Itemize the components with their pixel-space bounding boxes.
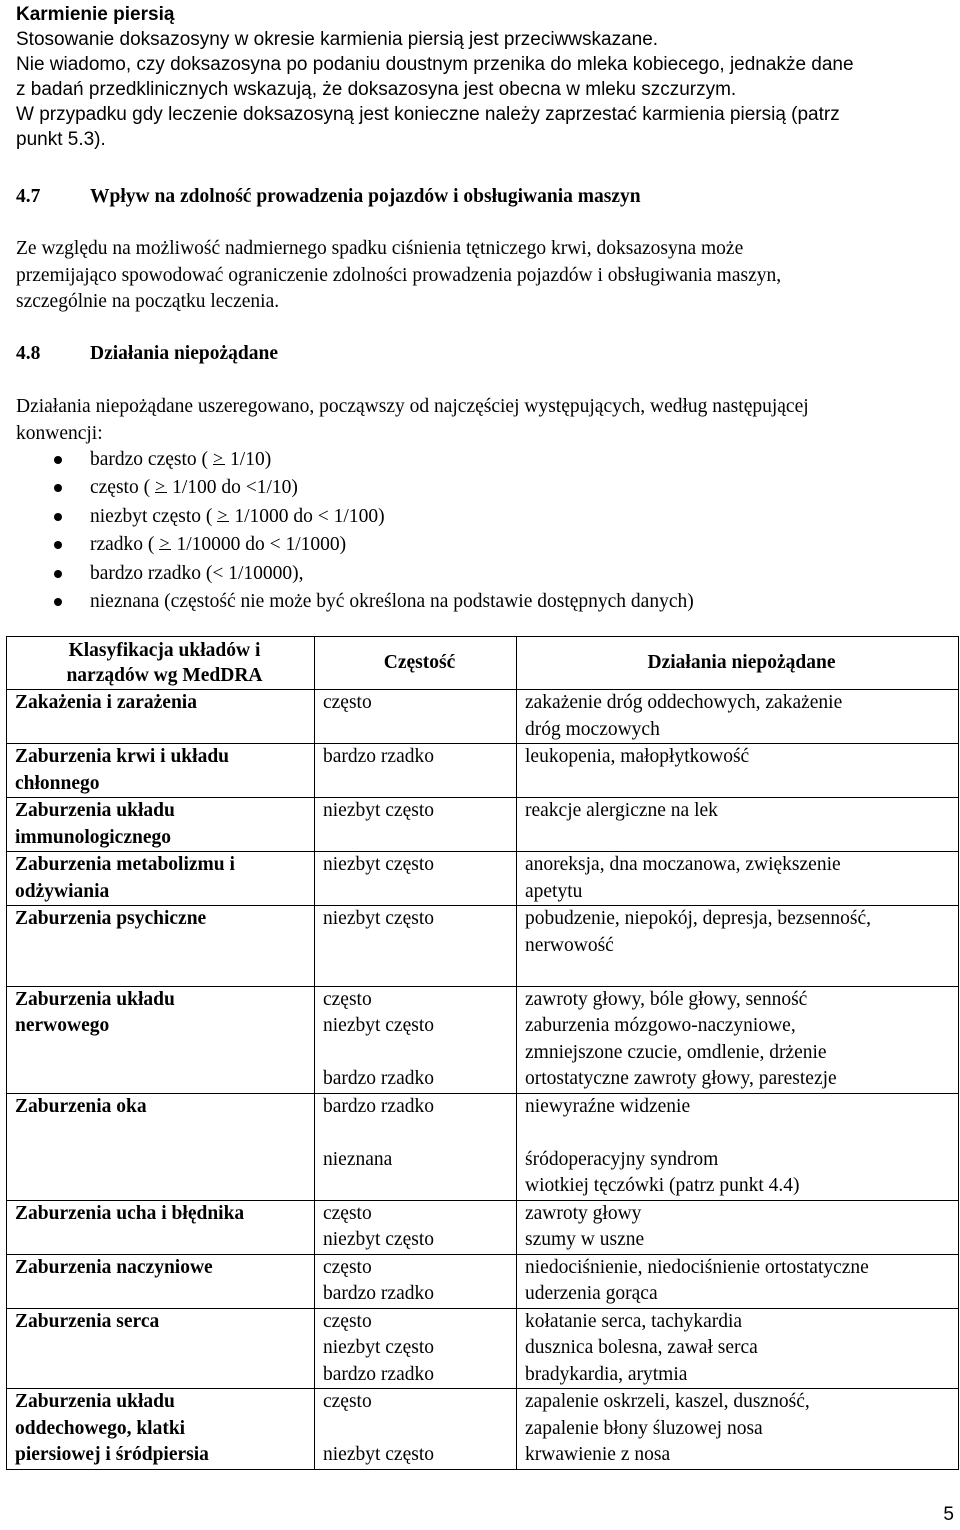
cell-line: bardzo rzadko [323, 1283, 434, 1304]
paragraph-line: Nie wiadomo, czy doksazosyna po podaniu doustnym przenika do mleka kobiecego, jednakże dane [16, 54, 854, 75]
cell-line [15, 1147, 314, 1174]
system-class-cell [7, 906, 315, 987]
table-row [7, 1254, 959, 1308]
paragraph-line: konwencji: [16, 422, 103, 444]
frequency-cell [315, 852, 517, 906]
adverse-effects-cell [517, 852, 959, 906]
adverse-effects-cell [517, 744, 959, 798]
table-header-row [7, 637, 959, 690]
cell-line: bardzo rzadko [323, 1095, 434, 1117]
section-4-7-heading [16, 184, 641, 211]
cell-line: bardzo rzadko [323, 1068, 434, 1089]
cell-line: piersiowej i śródpiersia [15, 1444, 209, 1465]
cell-line: anoreksja, dna moczanowa, zwiększenie [525, 854, 841, 875]
cell-line: bardzo rzadko [323, 746, 434, 767]
system-class-cell [7, 1308, 315, 1389]
frequency-cell [315, 1200, 517, 1254]
cell-line: zapalenie oskrzeli, kaszel, duszność, [525, 1391, 810, 1412]
cell-line: niezbyt często [323, 800, 434, 821]
cell-line: kołatanie serca, tachykardia [525, 1310, 743, 1332]
cell-line: Zaburzenia układu [15, 1391, 175, 1412]
cell-line: często [323, 1391, 372, 1412]
cell-line: bardzo rzadko [323, 1363, 434, 1385]
section-title: Wpływ na zdolność prowadzenia pojazdów i obsługiwania maszyn [90, 186, 641, 207]
system-class-cell [7, 690, 315, 744]
cell-line: niezbyt często [323, 854, 434, 875]
greater-equal-icon [153, 474, 169, 502]
header-system-class: Klasyfikacja układów i narządów wg MedDRA [7, 637, 315, 690]
cell-line: Zaburzenia krwi i układu [15, 746, 230, 767]
cell-line: Zaburzenia serca [15, 1310, 160, 1332]
cell-line: oddechowego, klatki [15, 1417, 186, 1439]
frequency-cell [315, 1093, 517, 1200]
cell-line: uderzenia gorąca [525, 1283, 658, 1304]
cell-line: immunologicznego [15, 826, 171, 848]
cell-line: apetytu [525, 880, 583, 902]
cell-line: chłonnego [15, 772, 100, 794]
cell-line: nerwowość [525, 934, 614, 956]
cell-line: szumy w uszne [525, 1229, 645, 1250]
cell-line: wiotkiej tęczówki (patrz punkt 4.4) [525, 1175, 800, 1196]
cell-line: Zaburzenia układu [15, 800, 175, 821]
frequency-cell [315, 1254, 517, 1308]
cell-line: Zaburzenia oka [15, 1095, 147, 1117]
table-row [7, 744, 959, 798]
bullet-icon [54, 484, 62, 492]
bullet-icon [54, 456, 62, 464]
cell-line: niezbyt często [323, 1229, 434, 1250]
cell-line: odżywiania [15, 880, 110, 902]
paragraph-line: Ze względu na możliwość nadmiernego spadku ciśnienia tętniczego krwi, doksazosyna może [16, 238, 744, 259]
cell-line: zapalenie błony śluzowej nosa [525, 1417, 763, 1439]
cell-line: pobudzenie, niepokój, depresja, bezsenność, [525, 908, 872, 929]
bullet-icon [54, 570, 62, 578]
frequency-cell [315, 1389, 517, 1470]
system-class-cell [7, 798, 315, 852]
adverse-effects-cell [517, 1308, 959, 1389]
section-title: Działania niepożądane [90, 343, 278, 364]
adverse-effects-cell [517, 798, 959, 852]
table-row [7, 1200, 959, 1254]
table-row [7, 906, 959, 987]
adverse-effects-cell [517, 1389, 959, 1470]
table-row [7, 852, 959, 906]
table-row [7, 986, 959, 1093]
table-row [7, 798, 959, 852]
cell-line: reakcje alergiczne na lek [525, 800, 718, 821]
paragraph-line: Stosowanie doksazosyny w okresie karmienia piersią jest przeciwwskazane. [16, 29, 659, 50]
cell-line [323, 717, 516, 744]
table-row [7, 1093, 959, 1200]
cell-line [323, 1040, 516, 1067]
cell-line: nerwowego [15, 1015, 110, 1036]
cell-line: dusznica bolesna, zawał serca [525, 1337, 758, 1358]
cell-line: Zaburzenia metabolizmu i [15, 854, 235, 875]
greater-equal-icon [211, 446, 227, 474]
adverse-effects-cell [517, 986, 959, 1093]
bullet-icon [54, 598, 62, 606]
system-class-cell [7, 744, 315, 798]
section-4-8-intro [16, 394, 809, 447]
cell-line: niezbyt często [323, 908, 434, 929]
greater-equal-icon [157, 531, 173, 559]
table-row [7, 690, 959, 744]
cell-line: Zaburzenia układu [15, 988, 175, 1010]
cell-line: zaburzenia mózgowo-naczyniowe, [525, 1015, 796, 1036]
cell-line: Zaburzenia naczyniowe [15, 1256, 213, 1278]
cell-line: niezbyt często [323, 1015, 434, 1036]
cell-line: krwawienie z nosa [525, 1444, 671, 1465]
adverse-effects-cell [517, 690, 959, 744]
cell-line: Zaburzenia ucha i błędnika [15, 1202, 245, 1224]
adverse-effects-cell [517, 1093, 959, 1200]
cell-line [15, 1120, 314, 1147]
system-class-cell [7, 1389, 315, 1470]
section-number: 4.8 [16, 343, 41, 364]
frequency-cell [315, 906, 517, 987]
breastfeeding-heading: Karmienie piersią [16, 4, 175, 25]
cell-line: często [323, 1310, 372, 1332]
frequency-cell [315, 1308, 517, 1389]
greater-equal-icon [215, 503, 231, 531]
cell-line [323, 1120, 516, 1147]
system-class-cell [7, 1254, 315, 1308]
cell-line: Zakażenia i zarażenia [15, 692, 197, 713]
header-adverse-effects: Działania niepożądane [517, 637, 959, 690]
section-4-7-body [16, 236, 781, 316]
system-class-cell [7, 986, 315, 1093]
adverse-effects-cell [517, 906, 959, 987]
cell-line: niezbyt często [323, 1337, 434, 1358]
paragraph-line: Działania niepożądane uszeregowano, począwszy od najczęściej występujących, według następującej [16, 396, 809, 417]
table-row [7, 1389, 959, 1470]
bullet-icon [54, 541, 62, 549]
cell-line: ortostatyczne zawroty głowy, parestezje [525, 1068, 837, 1089]
cell-line: śródoperacyjny syndrom [525, 1148, 719, 1170]
table-row [7, 1308, 959, 1389]
cell-line [525, 959, 958, 986]
frequency-cell [315, 690, 517, 744]
cell-line: często [323, 988, 372, 1010]
cell-line: nieznana [323, 1148, 393, 1170]
cell-line: dróg moczowych [525, 718, 660, 740]
section-4-8-heading [16, 341, 278, 368]
page-number: 5 [943, 1504, 954, 1525]
system-class-cell [7, 852, 315, 906]
paragraph-line: W przypadku gdy leczenie doksazosyną jest konieczne należy zaprzestać karmienia piersią (patrz [16, 104, 840, 125]
cell-line: niedociśnienie, niedociśnienie ortostatyczne [525, 1256, 869, 1278]
cell-line: często [323, 1256, 372, 1278]
breastfeeding-section [16, 2, 854, 152]
section-number: 4.7 [16, 186, 41, 207]
paragraph-line: przemijająco spowodować ograniczenie zdolności prowadzenia pojazdów i obsługiwania maszyn, [16, 264, 782, 286]
adverse-effects-cell [517, 1254, 959, 1308]
frequency-cell [315, 744, 517, 798]
frequency-cell [315, 986, 517, 1093]
cell-line: leukopenia, małopłytkowość [525, 746, 750, 767]
cell-line: zawroty głowy, bóle głowy, senność [525, 988, 808, 1010]
bullet-icon [54, 513, 62, 521]
cell-line [15, 1066, 314, 1093]
cell-line: zmniejszone czucie, omdlenie, drżenie [525, 1041, 827, 1063]
paragraph-line: punkt 5.3). [16, 129, 106, 150]
cell-line: zakażenie dróg oddechowych, zakażenie [525, 692, 843, 713]
cell-line: często [323, 1202, 372, 1224]
frequency-cell [315, 798, 517, 852]
paragraph-line: szczególnie na początku leczenia. [16, 291, 280, 312]
cell-line: często [323, 692, 372, 713]
adverse-effects-table [6, 636, 959, 1470]
cell-line [525, 1120, 958, 1147]
header-frequency: Częstość [315, 637, 517, 690]
cell-line [323, 1416, 516, 1443]
cell-line: bradykardia, arytmia [525, 1363, 688, 1385]
system-class-cell [7, 1200, 315, 1254]
cell-line: Zaburzenia psychiczne [15, 908, 207, 929]
cell-line: niezbyt często [323, 1444, 434, 1465]
adverse-effects-cell [517, 1200, 959, 1254]
paragraph-line: z badań przedklinicznych wskazują, że doksazosyna jest obecna w mleku szczurzym. [16, 79, 737, 100]
cell-line [323, 1173, 516, 1200]
system-class-cell [7, 1093, 315, 1200]
cell-line: zawroty głowy [525, 1202, 642, 1224]
cell-line: niewyraźne widzenie [525, 1095, 691, 1117]
cell-line [15, 1040, 314, 1067]
